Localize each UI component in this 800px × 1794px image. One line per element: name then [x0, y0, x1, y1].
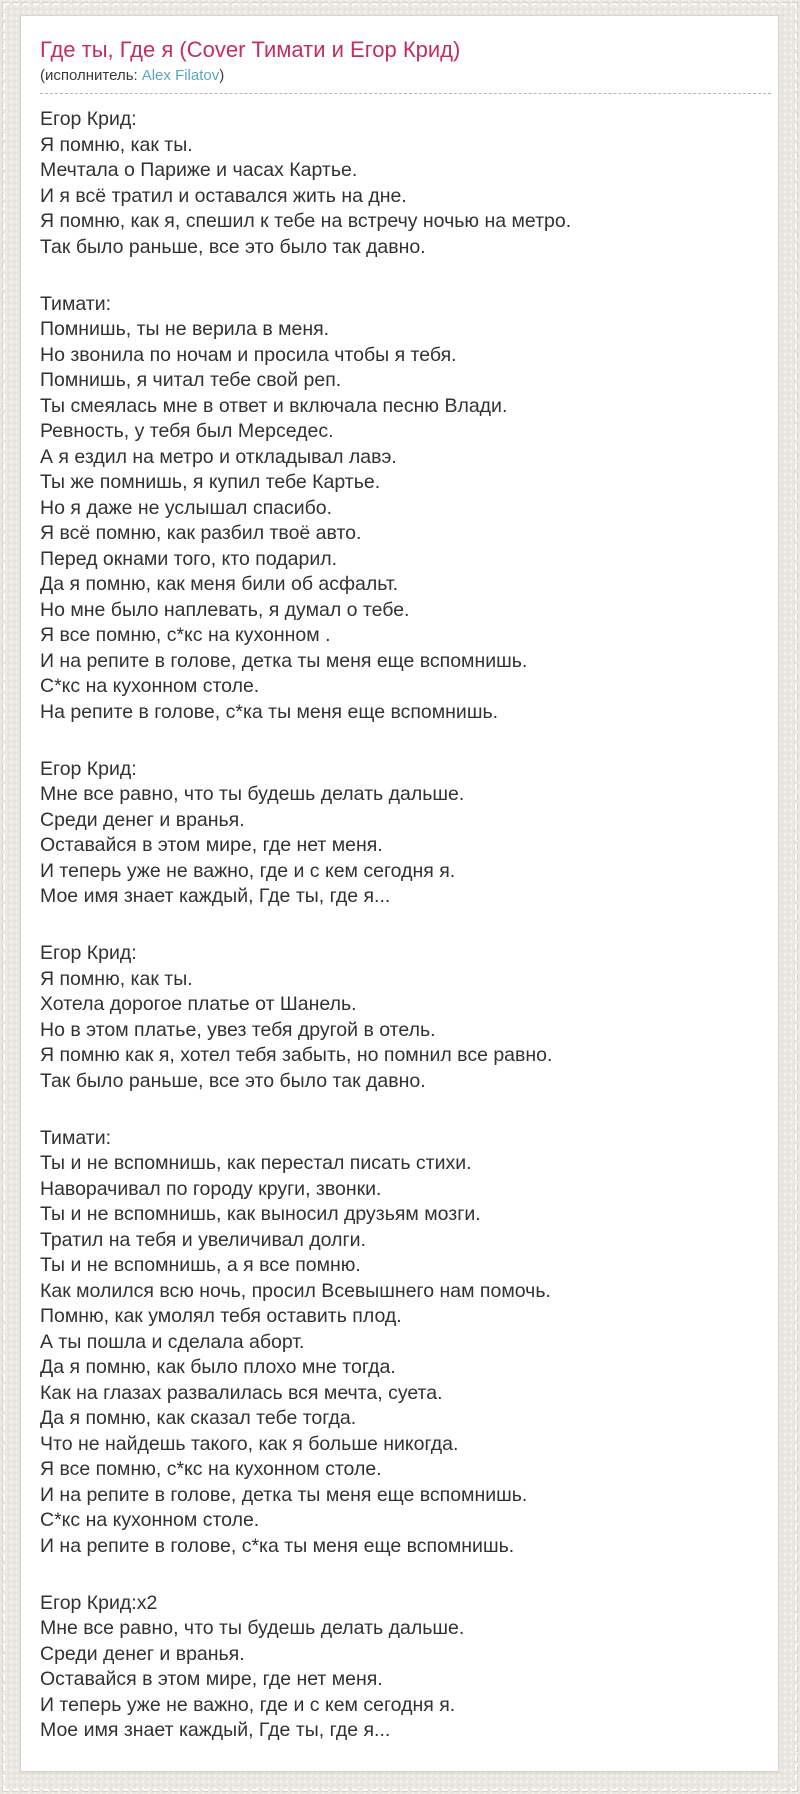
lyric-line: А я ездил на метро и откладывал лавэ. [40, 445, 397, 468]
lyric-line: Я помню, как ты. [40, 967, 193, 990]
lyric-line: Да я помню, как сказал тебе тогда. [40, 1407, 357, 1429]
lyric-line: Среди денег и вранья. [40, 1642, 245, 1665]
lyric-line: Помнишь, я читал тебе свой реп. [40, 369, 342, 391]
lyric-line: С*кс на кухонном столе. [40, 1509, 260, 1531]
stanza-speaker: Егор Крид: [40, 108, 137, 130]
stanza-speaker: Тимати: [40, 1126, 112, 1149]
lyric-line: Что не найдешь такого, как я больше никогда. [40, 1432, 459, 1455]
header [21, 16, 778, 94]
lyric-line: Перед окнами того, кто подарил. [40, 547, 338, 570]
stanza-speaker: Егор Крид: [40, 942, 137, 964]
lyric-line: И на репите в голове, детка ты меня еще вспомнишь. [40, 1483, 528, 1506]
lyric-line: Я помню, как я, спешил к тебе на встречу ночью на метро. [40, 210, 572, 232]
lyric-line: Ты смеялась мне в ответ и включала песню Влади. [40, 394, 508, 417]
lyric-line: Я помню как я, хотел тебя забыть, но помнил все равно. [40, 1044, 553, 1066]
performer-link[interactable]: Alex Filatov [141, 67, 220, 84]
lyric-line: Но в этом платье, увез тебя другой в отель. [40, 1018, 436, 1041]
lyric-line: Хотела дорогое платье от Шанель. [40, 993, 357, 1015]
lyric-line: Но я даже не услышал спасибо. [40, 496, 333, 519]
lyric-line: И теперь уже не важно, где и с кем сегодня я. [40, 1693, 456, 1716]
lyric-line: Да я помню, как было плохо мне тогда. [40, 1356, 396, 1378]
lyric-line: Я все помню, с*кс на кухонном . [40, 624, 331, 646]
lyric-line: Но мне было наплевать, я думал о тебе. [40, 598, 410, 621]
performer-line [40, 66, 771, 94]
lyric-line: Ты же помнишь, я купил тебе Картье. [40, 471, 381, 493]
lyric-line: Так было раньше, все это было так давно. [40, 1069, 426, 1092]
stanza-speaker: Тимати: [40, 292, 112, 315]
lyric-line: А ты пошла и сделала аборт. [40, 1330, 305, 1353]
lyric-line: Ты и не вспомнишь, как выносил друзьям мозги. [40, 1203, 481, 1225]
performer-close-paren: ) [219, 67, 225, 84]
song-title: Где ты, Где я (Cover Тимати и Егор Крид) [40, 37, 461, 62]
lyric-line: Помнишь, ты не верила в меня. [40, 318, 330, 340]
stanza [40, 1126, 758, 1560]
lyric-line: Мое имя знает каждый, Где ты, где я... [40, 1719, 391, 1741]
performer-label: (исполнитель: [40, 67, 138, 84]
lyrics [21, 107, 778, 1744]
stanza [40, 292, 758, 726]
lyric-line: Наворачивал по городу круги, звонки. [40, 1177, 382, 1200]
stanza-speaker: Егор Крид:x2 [40, 1591, 158, 1614]
stanza [40, 107, 758, 260]
lyric-line: Да я помню, как меня били об асфальт. [40, 573, 399, 595]
stanza-speaker: Егор Крид: [40, 757, 137, 780]
lyrics-card [20, 15, 779, 1772]
lyric-line: И на репите в голове, с*ка ты меня еще вспомнишь. [40, 1534, 515, 1557]
lyric-line: Как на глазах развалилась вся мечта, суета. [40, 1381, 443, 1404]
stanza [40, 1591, 758, 1744]
lyric-line: Тратил на тебя и увеличивал долги. [40, 1228, 366, 1251]
lyric-line: Мечтала о Париже и часах Картье. [40, 159, 358, 181]
lyric-line: И я всё тратил и оставался жить на дне. [40, 184, 407, 207]
lyric-line: На репите в голове, с*ка ты меня еще вспомнишь. [40, 700, 499, 723]
stanza [40, 941, 758, 1094]
lyric-line: И на репите в голове, детка ты меня еще вспомнишь. [40, 649, 528, 672]
lyric-line: Помню, как умолял тебя оставить плод. [40, 1305, 402, 1327]
lyric-line: Как молился всю ночь, просил Всевышнего нам помочь. [40, 1279, 551, 1302]
lyric-line: Мне все равно, что ты будешь делать дальше. [40, 783, 465, 805]
lyric-line: Так было раньше, все это было так давно. [40, 235, 426, 258]
lyric-line: Я помню, как ты. [40, 133, 193, 156]
lyric-line: Ревность, у тебя был Мерседес. [40, 420, 334, 442]
lyric-line: Я все помню, с*кс на кухонном столе. [40, 1458, 382, 1480]
lyric-line: Мое имя знает каждый, Где ты, где я... [40, 885, 391, 907]
lyric-line: Но звонила по ночам и просила чтобы я тебя. [40, 343, 457, 366]
stanza [40, 757, 758, 910]
lyric-line: Оставайся в этом мире, где нет меня. [40, 834, 383, 856]
lyric-line: Среди денег и вранья. [40, 808, 245, 831]
lyric-line: И теперь уже не важно, где и с кем сегодня я. [40, 859, 456, 882]
lyric-line: С*кс на кухонном столе. [40, 675, 260, 697]
lyric-line: Оставайся в этом мире, где нет меня. [40, 1668, 383, 1690]
lyric-line: Мне все равно, что ты будешь делать дальше. [40, 1617, 465, 1639]
lyric-line: Ты и не вспомнишь, а я все помню. [40, 1254, 361, 1276]
lyric-line: Я всё помню, как разбил твоё авто. [40, 522, 362, 544]
lyric-line: Ты и не вспомнишь, как перестал писать стихи. [40, 1152, 472, 1174]
